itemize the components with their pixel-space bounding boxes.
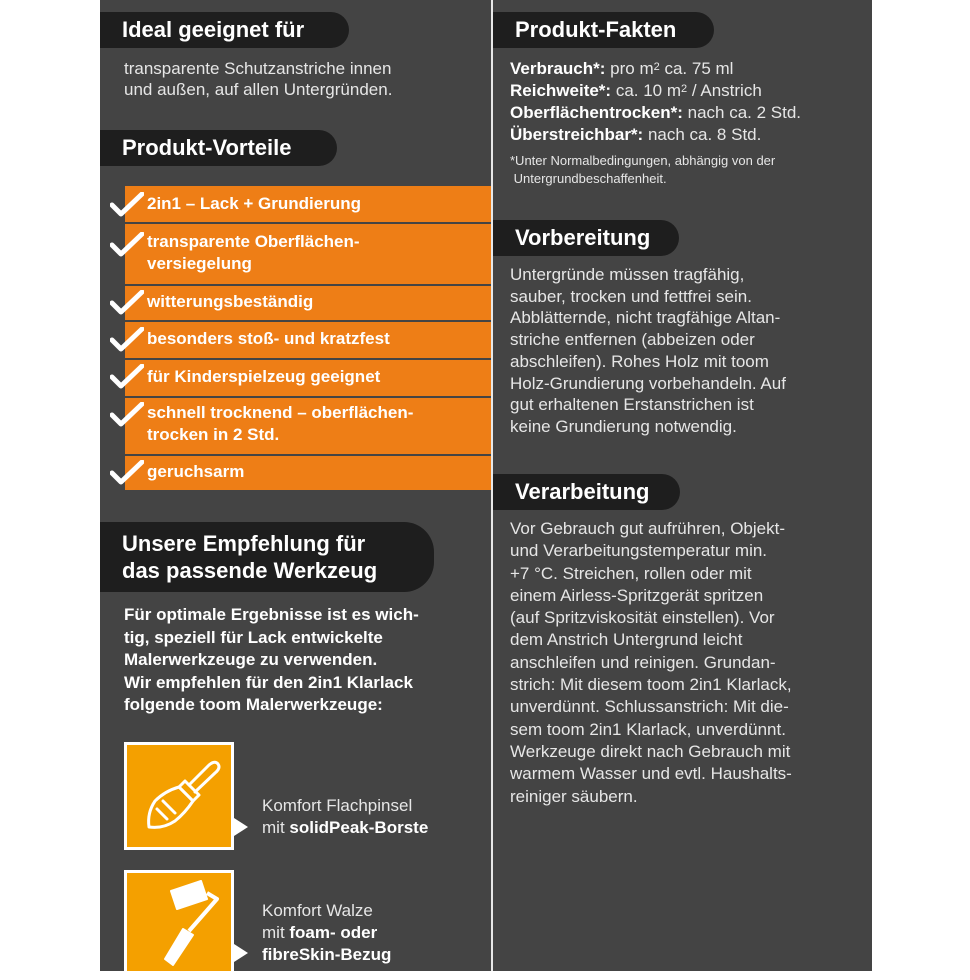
fakten-value: nach ca. 2 Std. [682, 103, 802, 122]
verarbeitung-line: warmem Wasser und evtl. Haushalts- [510, 764, 792, 784]
tool-detail [262, 817, 428, 839]
brush-tool-text [262, 795, 428, 839]
vorbereitung-line: Holz-Grundierung vorbehandeln. Auf [510, 373, 786, 393]
fakten-sup: 2 [681, 83, 688, 95]
fakten-value: nach ca. 8 Std. [643, 125, 762, 144]
fakten-row [510, 58, 801, 80]
vorbereitung-line: abschleifen). Rohes Holz mit toom [510, 351, 769, 371]
brush-icon [127, 745, 231, 847]
verarbeitung-line: Werkzeuge direkt nach Gebrauch mit [510, 741, 791, 761]
pointer-arrow-icon [234, 944, 248, 962]
roller-tool-text [262, 900, 391, 966]
tool-name: Komfort Walze [262, 901, 373, 920]
fakten-label: Verbrauch*: [510, 59, 606, 78]
fakten-label: Überstreichbar*: [510, 125, 644, 144]
tool-detail-prefix: mit [262, 818, 290, 837]
vorteil-label: trocken in 2 Std. [147, 425, 280, 444]
empfehlung-title-line: das passende Werkzeug [122, 558, 378, 583]
vorteil-label: schnell trocknend – oberflächen- [147, 403, 414, 422]
vorteil-item [125, 398, 491, 454]
verarbeitung-line: anschleifen und reinigen. Grundan- [510, 652, 776, 672]
fakten-sup: 2 [653, 61, 660, 73]
verarbeitung-line: unverdünnt. Schlussanstrich: Mit die- [510, 697, 789, 717]
vorbereitung-line: keine Grundierung notwendig. [510, 416, 737, 436]
vorteil-label: für Kinderspielzeug geeignet [147, 367, 381, 386]
fakten-row [510, 80, 801, 102]
verarbeitung-line: und Verarbeitungstemperatur min. [510, 541, 768, 561]
fakten-header: Produkt-Fakten [493, 12, 714, 48]
check-icon [110, 460, 144, 486]
empfehlung-line: Wir empfehlen für den 2in1 Klarlack [124, 672, 413, 692]
ideal-text [124, 58, 392, 100]
verarbeitung-header: Verarbeitung [493, 474, 680, 510]
vorteile-header: Produkt-Vorteile [100, 130, 337, 166]
vorteil-label: witterungsbeständig [147, 292, 314, 311]
vorteil-item [125, 224, 491, 284]
roller-icon [127, 873, 231, 975]
tool-detail-bold: solidPeak-Borste [289, 818, 429, 837]
vorbereitung-line: Abblätternde, nicht tragfähige Altan- [510, 308, 781, 328]
vorteil-label: 2in1 – Lack + Grundierung [147, 194, 361, 213]
check-icon [110, 364, 144, 390]
pointer-arrow-icon [234, 818, 248, 836]
fakten-row [510, 124, 801, 146]
vorteil-label: besonders stoß- und kratzfest [147, 329, 390, 348]
vorbereitung-line: striche entfernen (abbeizen oder [510, 330, 755, 350]
verarbeitung-line: sem toom 2in1 Klarlack, unverdünnt. [510, 719, 786, 739]
vorteil-item [125, 456, 491, 490]
verarbeitung-line: dem Anstrich Untergrund leicht [510, 630, 743, 650]
vorteil-item [125, 360, 491, 396]
fakten-row [510, 102, 801, 124]
vorbereitung-line: Untergründe müssen tragfähig, [510, 265, 745, 284]
empfehlung-title-line: Unsere Empfehlung für [122, 531, 366, 556]
verarbeitung-line: reiniger säubern. [510, 786, 638, 806]
verarbeitung-line: Vor Gebrauch gut aufrühren, Objekt- [510, 519, 785, 538]
tool-detail-bold: foam- oder [289, 923, 378, 942]
vorteil-item [125, 186, 491, 222]
empfehlung-header [100, 522, 434, 592]
tool-detail-prefix: mit [262, 923, 290, 942]
tool-detail-bold: fibreSkin-Bezug [262, 945, 392, 964]
vorteil-label: versiegelung [147, 254, 252, 273]
vorteil-item [125, 322, 491, 358]
fakten-value: pro m [605, 59, 654, 78]
tool-detail [262, 922, 391, 944]
empfehlung-line: tig, speziell für Lack entwickelte [124, 627, 383, 647]
fakten-list [510, 58, 801, 146]
roller-tile [124, 870, 234, 974]
empfehlung-line: Malerwerkzeuge zu verwenden. [124, 650, 378, 669]
vorteil-label: geruchsarm [147, 462, 245, 481]
check-icon [110, 290, 144, 316]
ideal-line: und außen, auf allen Untergründen. [124, 80, 393, 99]
verarbeitung-line: einem Airless-Spritzgerät spritzen [510, 585, 764, 605]
verarbeitung-line: strich: Mit diesem toom 2in1 Klarlack, [510, 675, 792, 695]
vorbereitung-header: Vorbereitung [493, 220, 679, 256]
check-icon [110, 232, 144, 258]
verarbeitung-text [510, 518, 792, 808]
check-icon [110, 402, 144, 428]
fakten-note [510, 152, 775, 188]
fakten-note-line: Untergrundbeschaffenheit. [510, 171, 667, 186]
empfehlung-text [124, 604, 419, 717]
fakten-value: / Anstrich [687, 81, 762, 100]
tool-name: Komfort Flachpinsel [262, 796, 413, 815]
vorbereitung-line: sauber, trocken und fettfrei sein. [510, 286, 752, 306]
verarbeitung-line: (auf Spritzviskosität einstellen). Vor [510, 608, 775, 628]
vorbereitung-text [510, 264, 786, 438]
check-icon [110, 327, 144, 353]
fakten-label: Oberflächentrocken*: [510, 103, 683, 122]
verarbeitung-line: +7 °C. Streichen, rollen oder mit [510, 563, 752, 583]
empfehlung-line: folgende toom Malerwerkzeuge: [124, 695, 383, 714]
fakten-value: ca. 75 ml [659, 59, 734, 78]
brush-tile [124, 742, 234, 850]
vorbereitung-line: gut erhaltenen Erstanstrichen ist [510, 395, 754, 415]
vorteil-item [125, 286, 491, 320]
ideal-header: Ideal geeignet für [100, 12, 349, 48]
vorteil-label: transparente Oberflächen- [147, 232, 360, 251]
fakten-label: Reichweite*: [510, 81, 612, 100]
fakten-note-line: *Unter Normalbedingungen, abhängig von der [510, 153, 776, 168]
check-icon [110, 192, 144, 218]
fakten-value: ca. 10 m [611, 81, 682, 100]
ideal-line: transparente Schutzanstriche innen [124, 59, 392, 78]
empfehlung-line: Für optimale Ergebnisse ist es wich- [124, 605, 419, 624]
